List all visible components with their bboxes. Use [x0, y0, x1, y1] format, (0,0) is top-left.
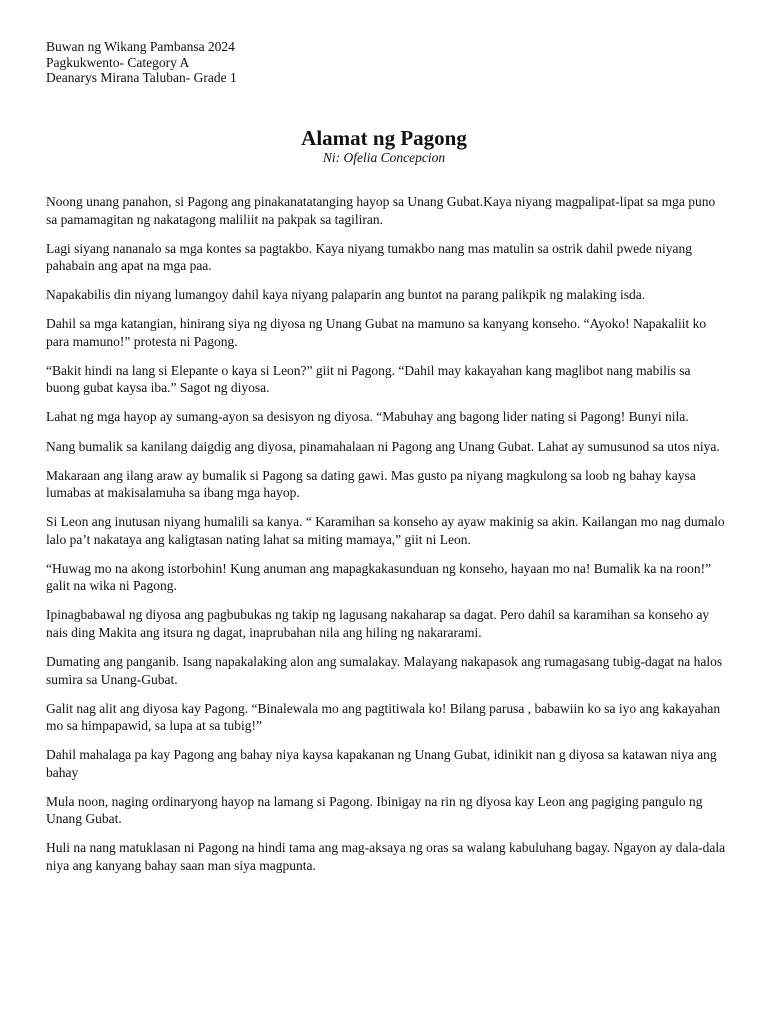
- paragraph: Mula noon, naging ordinaryong hayop na lamang si Pagong. Ibinigay na rin ng diyosa kay Leon ang pagiging pangulo ng Unang Gubat.: [46, 793, 703, 827]
- paragraph: Napakabilis din niyang lumangoy dahil kaya niyang palaparin ang buntot na parang palikpik ng malaking isda.: [46, 287, 646, 303]
- paragraph: Dahil sa mga katangian, hinirang siya ng diyosa ng Unang Gubat na mamuno sa kanyang konseho. “Ayoko! Napakaliit ko para mamuno!” protesta ni Pagong.: [46, 316, 707, 349]
- paragraph: Dahil mahalaga pa kay Pagong ang bahay niya kaysa kapakanan ng Unang Gubat, idinikit nan g diyosa sa katawan niya ang bahay: [46, 747, 717, 780]
- paragraph: “Huwag mo na akong istorbohin! Kung anuman ang mapagkakasunduan ng konseho, hayaan mo na! Bumalik ka na roon!” galit na wika ni Pagong.: [46, 560, 712, 594]
- paragraph: Lagi siyang nananalo sa mga kontes sa pagtakbo. Kaya niyang tumakbo nang mas matulin sa ostrik dahil pwede niyang pahabain ang apat na mga paa.: [46, 240, 692, 274]
- paragraph: Lahat ng mga hayop ay sumang-ayon sa desisyon ng diyosa. “Mabuhay ang bagong lider nating si Pagong! Bunyi nila.: [46, 409, 689, 425]
- document-header: [46, 39, 237, 86]
- story-body: [46, 193, 726, 886]
- header-line-participant: Deanarys Mirana Taluban- Grade 1: [46, 70, 237, 85]
- paragraph: Nang bumalik sa kanilang daigdig ang diyosa, pinamahalaan ni Pagong ang Unang Gubat. Lahat ay sumusunod sa utos niya.: [46, 438, 720, 454]
- story-title: Alamat ng Pagong: [301, 126, 467, 150]
- story-author: Ni: Ofelia Concepcion: [322, 150, 446, 165]
- paragraph: Makaraan ang ilang araw ay bumalik si Pagong sa dating gawi. Mas gusto pa niyang magkulong sa loob ng bahay kaysa lumabas at makisalamuha sa ibang mga hayop.: [46, 467, 696, 501]
- paragraph: Si Leon ang inutusan niyang humalili sa kanya. “ Karamihan sa konseho ay ayaw makinig sa akin. Kailangan mo nag dumalo lalo pa’t nakataya ang kaligtasan nating lahat sa miting mamaya,” giit ni Leon.: [46, 514, 725, 547]
- paragraph: Galit nag alit ang diyosa kay Pagong. “Binalewala mo ang pagtitiwala ko! Bilang parusa , babawiin ko sa iyo ang kakayahan mo sa himpapawid, sa lupa at sa tubig!”: [46, 700, 721, 734]
- paragraph: Dumating ang panganib. Isang napakalaking alon ang sumalakay. Malayang nakapasok ang rumagasang tubig-dagat na halos sumira sa Unang-Gubat.: [46, 654, 723, 687]
- header-line-event: Buwan ng Wikang Pambansa 2024: [46, 39, 235, 54]
- paragraph: “Bakit hindi na lang si Elepante o kaya si Leon?” giit ni Pagong. “Dahil may kakayahan kang maglibot nang mabilis sa buong gubat kaysa iba.” Sagot ng diyosa.: [46, 362, 691, 396]
- paragraph: Noong unang panahon, si Pagong ang pinakanatatanging hayop sa Unang Gubat.Kaya niyang magpalipat-lipat sa mga puno sa pamamagitan ng nakatagong maliliit na pakpak sa tagiliran.: [46, 194, 716, 227]
- paragraph: Ipinagbabawal ng diyosa ang pagbubukas ng takip ng lagusang nakaharap sa dagat. Pero dahil sa karamihan sa konseho ay nais ding Makita ang itsura ng dagat, inaprubahan nila ang hiling ng nakararami.: [46, 607, 710, 640]
- header-line-category: Pagkukwento- Category A: [46, 54, 190, 70]
- paragraph: Huli na nang matuklasan ni Pagong na hindi tama ang mag-aksaya ng oras sa walang kabuluhang bagay. Ngayon ay dala-dala niya ang kanyang bahay saan man siya magpunta.: [46, 840, 726, 873]
